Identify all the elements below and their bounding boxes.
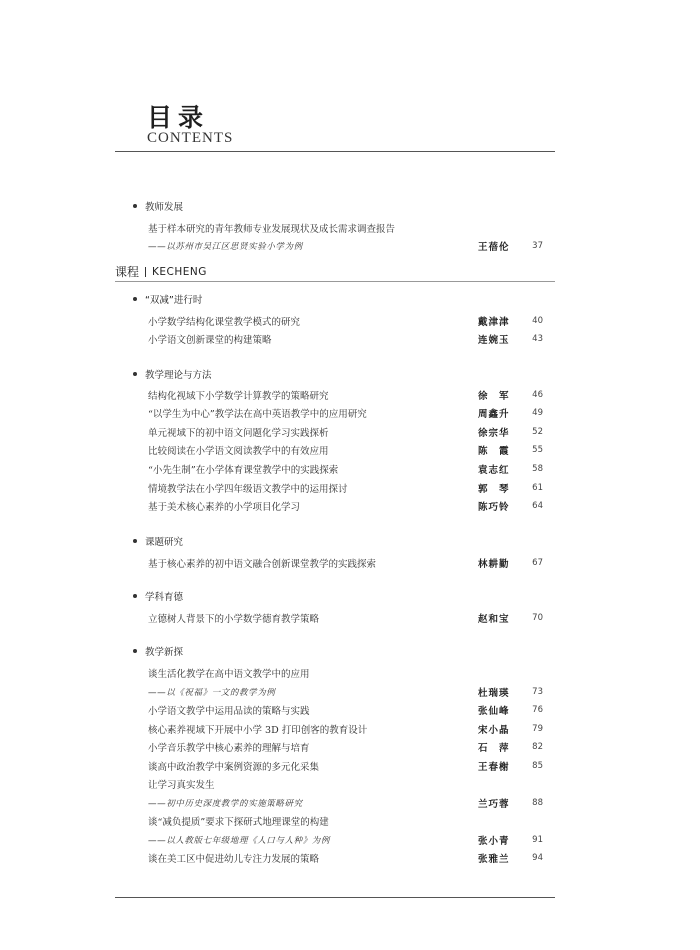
bullet-icon xyxy=(133,204,137,208)
toc-entry[interactable] xyxy=(148,443,543,457)
column-label-en: KECHENG xyxy=(152,265,207,278)
entry-page: 52 xyxy=(532,427,543,437)
toc-entry[interactable] xyxy=(148,740,543,754)
page-subtitle: CONTENTS xyxy=(147,130,234,146)
entry-title: 小学音乐教学中核心素养的理解与培育 xyxy=(148,743,310,754)
entry-title: 结构化视域下小学数学计算教学的策略研究 xyxy=(148,391,329,402)
toc-entry[interactable] xyxy=(148,425,543,439)
toc-entry[interactable] xyxy=(148,332,543,346)
toc-entry[interactable] xyxy=(148,314,543,328)
entry-author: 徐宗华 xyxy=(478,428,510,439)
entry-author: 张雅兰 xyxy=(478,854,510,865)
entry-title: 小学语文创新课堂的构建策略 xyxy=(148,335,272,346)
entry-title: 核心素养视域下开展中小学 3D 打印创客的教育设计 xyxy=(148,725,368,736)
toc-entry[interactable] xyxy=(148,777,543,791)
section-heading: 教学理论与方法 xyxy=(133,367,212,381)
entry-author: 杜瑞瑛 xyxy=(478,688,510,699)
entry-page: 73 xyxy=(532,687,543,697)
toc-entry[interactable] xyxy=(148,611,543,625)
entry-page: 49 xyxy=(532,408,543,418)
entry-title: 基于样本研究的青年教师专业发展现状及成长需求调查报告 xyxy=(148,224,396,235)
toc-entry[interactable] xyxy=(148,221,543,235)
toc-entry[interactable] xyxy=(148,556,543,570)
section-heading: 教学新探 xyxy=(133,644,183,658)
entry-title: 谈高中政治教学中案例资源的多元化采集 xyxy=(148,762,320,773)
bullet-icon xyxy=(133,594,137,598)
toc-entry[interactable] xyxy=(148,759,543,773)
bullet-icon xyxy=(133,649,137,653)
toc-entry[interactable] xyxy=(148,406,543,420)
footer-divider xyxy=(115,897,555,898)
bullet-icon xyxy=(133,297,137,301)
entry-title: 谈在美工区中促进幼儿专注力发展的策略 xyxy=(148,854,320,865)
entry-title: 单元视域下的初中语文问题化学习实践探析 xyxy=(148,428,329,439)
column-separator xyxy=(145,267,146,277)
entry-author: 张仙峰 xyxy=(478,706,510,717)
page-title: 目录 xyxy=(147,103,210,132)
entry-title: 基于美术核心素养的小学项目化学习 xyxy=(148,502,301,513)
toc-entry[interactable] xyxy=(148,499,543,513)
entry-title: 小学数学结构化课堂教学模式的研究 xyxy=(148,317,301,328)
entry-page: 91 xyxy=(532,835,543,845)
entry-title: “小先生制”在小学体育课堂教学中的实践探索 xyxy=(148,465,339,476)
toc-entry[interactable] xyxy=(148,814,543,828)
entry-title: 比较阅读在小学语文阅读教学中的有效应用 xyxy=(148,446,329,457)
entry-author: 兰巧蓉 xyxy=(478,799,510,810)
entry-author: 袁志红 xyxy=(478,465,510,476)
toc-entry[interactable] xyxy=(148,481,543,495)
bullet-icon xyxy=(133,539,137,543)
entry-author: 连婉玉 xyxy=(478,335,510,346)
entry-page: 43 xyxy=(532,334,543,344)
section-heading: 学科育德 xyxy=(133,589,183,603)
entry-author: 赵和宝 xyxy=(478,614,510,625)
entry-author: 戴津津 xyxy=(478,317,510,328)
entry-title: 让学习真实发生 xyxy=(148,780,215,791)
entry-page: 46 xyxy=(532,390,543,400)
entry-page: 76 xyxy=(532,705,543,715)
toc-entry[interactable] xyxy=(148,462,543,476)
bullet-icon xyxy=(133,372,137,376)
entry-page: 70 xyxy=(532,613,543,623)
entry-title: 立德树人背景下的小学数学德育教学策略 xyxy=(148,614,320,625)
entry-title: 情境教学法在小学四年级语文教学中的运用探讨 xyxy=(148,484,348,495)
entry-page: 67 xyxy=(532,558,543,568)
toc-entry[interactable] xyxy=(148,796,543,810)
entry-page: 58 xyxy=(532,464,543,474)
entry-page: 82 xyxy=(532,742,543,752)
entry-page: 55 xyxy=(532,445,543,455)
entry-page: 64 xyxy=(532,501,543,511)
entry-page: 85 xyxy=(532,761,543,771)
toc-entry[interactable] xyxy=(148,239,543,253)
entry-author: 王春榭 xyxy=(478,762,510,773)
entry-page: 88 xyxy=(532,798,543,808)
entry-title: 小学语文教学中运用品读的策略与实践 xyxy=(148,706,310,717)
toc-entry[interactable] xyxy=(148,388,543,402)
column-label xyxy=(115,263,207,280)
entry-page: 94 xyxy=(532,853,543,863)
entry-title: 谈生活化教学在高中语文教学中的应用 xyxy=(148,669,310,680)
toc-entry[interactable] xyxy=(148,833,543,847)
entry-author: 王蓓伦 xyxy=(478,242,510,253)
entry-author: 徐 军 xyxy=(478,391,510,402)
column-label-cn: 课程 xyxy=(115,265,140,279)
entry-author: 陈 霞 xyxy=(478,446,510,457)
section-heading: 课题研究 xyxy=(133,534,183,548)
toc-entry[interactable] xyxy=(148,685,543,699)
section-heading: “双减”进行时 xyxy=(133,292,202,306)
header-divider xyxy=(115,151,555,152)
entry-title: 基于核心素养的初中语文融合创新课堂教学的实践探索 xyxy=(148,559,377,570)
entry-title: “以学生为中心”教学法在高中英语教学中的应用研究 xyxy=(148,409,367,420)
entry-page: 61 xyxy=(532,483,543,493)
toc-entry[interactable] xyxy=(148,703,543,717)
column-divider xyxy=(115,281,555,282)
entry-subtitle: ——以苏州市吴江区思贤实验小学为例 xyxy=(148,242,303,252)
entry-page: 37 xyxy=(532,241,543,251)
entry-author: 林耕勤 xyxy=(478,559,510,570)
entry-page: 40 xyxy=(532,316,543,326)
entry-author: 石 萍 xyxy=(478,743,510,754)
toc-entry[interactable] xyxy=(148,722,543,736)
toc-entry[interactable] xyxy=(148,666,543,680)
entry-subtitle: ——初中历史深度教学的实施策略研究 xyxy=(148,799,303,809)
entry-author: 周鑫升 xyxy=(478,409,510,420)
toc-entry[interactable] xyxy=(148,851,543,865)
entry-author: 张小青 xyxy=(478,836,510,847)
entry-author: 陈巧铃 xyxy=(478,502,510,513)
entry-author: 郭 琴 xyxy=(478,484,510,495)
section-heading: 教师发展 xyxy=(133,199,183,213)
entry-subtitle: ——以《祝福》一文的教学为例 xyxy=(148,688,276,698)
entry-subtitle: ——以人教版七年级地理《人口与人种》为例 xyxy=(148,836,331,846)
entry-page: 79 xyxy=(532,724,543,734)
entry-title: 谈“减负提质”要求下探研式地理课堂的构建 xyxy=(148,817,329,828)
entry-author: 宋小晶 xyxy=(478,725,510,736)
